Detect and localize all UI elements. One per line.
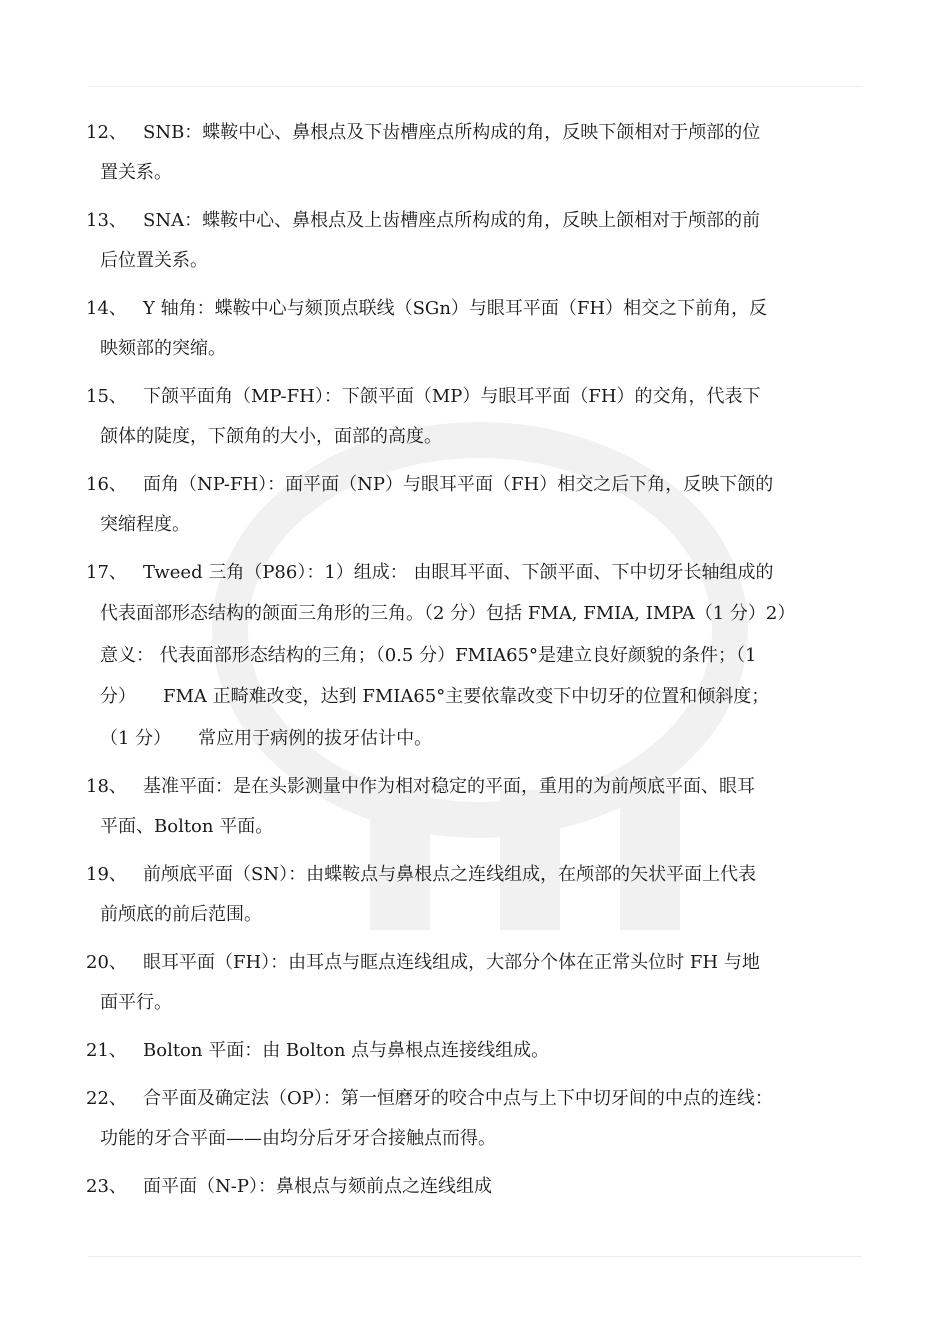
item-text-continuation: 后位置关系。	[100, 250, 208, 271]
document-body	[86, 113, 876, 1215]
item-text-continuation: 意义： 代表面部形态结构的三角；（0.5 分）FMIA65°是建立良好颜貌的条件；（1	[100, 644, 757, 666]
item-number: 19、	[86, 864, 127, 885]
item-text-continuation: （1 分） 常应用于病例的拔牙估计中。	[100, 727, 433, 749]
item-text: 面角（NP-FH）：面平面（NP）与眼耳平面（FH）相交之后下角，反映下颌的	[143, 474, 774, 495]
list-item	[86, 943, 876, 1023]
item-text: Tweed 三角（P86）：1）组成： 由眼耳平面、下颌平面、下中切牙长轴组成的	[143, 562, 774, 583]
list-item	[86, 767, 876, 847]
list-item	[86, 465, 876, 545]
item-text: Bolton 平面：由 Bolton 点与鼻根点连接线组成。	[143, 1040, 550, 1061]
item-text: SNA：蝶鞍中心、鼻根点及上齿槽座点所构成的角，反映上颌相对于颅部的前	[143, 210, 761, 231]
item-text-continuation: 平面、Bolton 平面。	[100, 816, 274, 837]
item-number: 22、	[86, 1088, 127, 1109]
item-number: 20、	[86, 952, 127, 973]
item-number: 15、	[86, 386, 127, 407]
footer-rule	[88, 1256, 862, 1257]
item-text-continuation: 颌体的陡度，下颌角的大小，面部的高度。	[100, 426, 442, 447]
item-text-continuation: 功能的牙合平面——由均分后牙牙合接触点而得。	[100, 1128, 496, 1149]
item-text: 合平面及确定法（OP）：第一恒磨牙的咬合中点与上下中切牙间的中点的连线：	[143, 1088, 773, 1109]
item-text-continuation: 面平行。	[100, 992, 172, 1013]
item-text: 基准平面：是在头影测量中作为相对稳定的平面，重用的为前颅底平面、眼耳	[143, 776, 755, 797]
item-text: SNB：蝶鞍中心、鼻根点及下齿槽座点所构成的角，反映下颌相对于颅部的位	[143, 122, 761, 143]
list-item	[86, 201, 876, 281]
item-text: 下颌平面角（MP-FH）：下颌平面（MP）与眼耳平面（FH）的交角，代表下	[143, 386, 761, 407]
list-item	[86, 1167, 876, 1207]
list-item	[86, 1079, 876, 1159]
item-text: 前颅底平面（SN）：由蝶鞍点与鼻根点之连线组成，在颅部的矢状平面上代表	[143, 864, 757, 885]
item-number: 16、	[86, 474, 127, 495]
list-item	[86, 553, 876, 759]
item-number: 21、	[86, 1040, 127, 1061]
item-text: 眼耳平面（FH）：由耳点与眶点连线组成，大部分个体在正常头位时 FH 与地	[143, 952, 760, 973]
item-number: 17、	[86, 562, 127, 583]
list-item	[86, 113, 876, 193]
list-item	[86, 289, 876, 369]
item-text-continuation: 置关系。	[100, 162, 172, 183]
item-number: 13、	[86, 210, 127, 231]
item-number: 18、	[86, 776, 127, 797]
list-item	[86, 377, 876, 457]
list-item	[86, 1031, 876, 1071]
item-number: 14、	[86, 298, 127, 319]
item-text: 面平面（N-P）：鼻根点与颏前点之连线组成	[143, 1176, 492, 1197]
item-text-continuation: 分） FMA 正畸难改变，达到 FMIA65°主要依靠改变下中切牙的位置和倾斜度；	[100, 686, 770, 707]
item-number: 12、	[86, 122, 127, 143]
item-text-continuation: 突缩程度。	[100, 514, 190, 535]
list-item	[86, 855, 876, 935]
item-text: Y 轴角：蝶鞍中心与颏顶点联线（SGn）与眼耳平面（FH）相交之下前角，反	[143, 298, 768, 319]
item-number: 23、	[86, 1176, 127, 1197]
item-text-continuation: 映颏部的突缩。	[100, 338, 226, 359]
item-text-continuation: 代表面部形态结构的颌面三角形的三角。（2 分）包括 FMA, FMIA, IMPA（1 分）2）	[100, 603, 796, 624]
header-rule	[88, 86, 862, 87]
item-text-continuation: 前颅底的前后范围。	[100, 904, 262, 925]
